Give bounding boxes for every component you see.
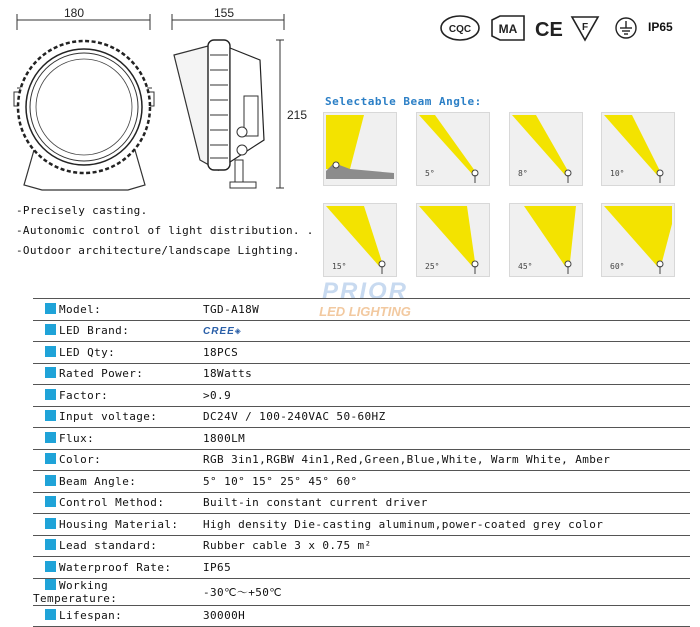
spec-label: Input voltage: xyxy=(59,410,158,424)
table-row xyxy=(33,535,690,557)
spec-value: 30000H xyxy=(193,605,690,627)
table-row xyxy=(33,385,690,407)
bullet-square-icon xyxy=(45,518,56,529)
beam-angle-label: 25° xyxy=(425,262,440,271)
beam-angle-label: 5° xyxy=(425,169,435,178)
table-row xyxy=(33,492,690,514)
table-row xyxy=(33,406,690,428)
bullet-square-icon xyxy=(45,432,56,443)
spec-value: 1800LM xyxy=(193,428,690,450)
ground-mark-icon xyxy=(616,18,636,38)
beam-diagram-45 xyxy=(509,203,583,277)
table-row xyxy=(33,428,690,450)
table-row xyxy=(33,363,690,385)
spec-table xyxy=(33,298,690,627)
bullet-square-icon xyxy=(45,496,56,507)
spec-value: DC24V / 100-240VAC 50-60HZ xyxy=(193,406,690,428)
dimension-height: 215 xyxy=(287,108,308,122)
bullet-square-icon xyxy=(45,410,56,421)
bullet-square-icon xyxy=(45,346,56,357)
spec-value: 18PCS xyxy=(193,342,690,364)
ce-mark-icon xyxy=(535,19,563,41)
beam-diagram-15 xyxy=(323,203,397,277)
feature-list xyxy=(16,201,314,261)
beam-diagram-5 xyxy=(416,112,490,186)
spec-label: Lead standard: xyxy=(59,539,158,553)
cree-logo: CREE xyxy=(203,326,235,338)
dimension-depth: 155 xyxy=(214,6,235,20)
spec-label: Control Method: xyxy=(59,496,165,510)
spec-value: Rubber cable 3 x 0.75 m² xyxy=(193,535,690,557)
watermark-line-1: PRIOR xyxy=(321,278,408,305)
spec-value: IP65 xyxy=(193,557,690,579)
table-row xyxy=(33,557,690,579)
spec-label: Rated Power: xyxy=(59,367,144,381)
cree-chevron-icon: ◈ xyxy=(234,326,242,338)
spec-value: RGB 3in1,RGBW 4in1,Red,Green,Blue,White, Warm White, Amber xyxy=(193,449,690,471)
spec-label: LED Qty: xyxy=(59,345,116,359)
svg-text:CE: CE xyxy=(535,19,563,41)
spec-label: Beam Angle: xyxy=(59,474,137,488)
spec-label: Waterproof Rate: xyxy=(59,560,172,574)
feature-item: -Precisely casting. xyxy=(16,204,148,217)
ccc-mark-icon xyxy=(441,16,479,40)
bullet-square-icon xyxy=(45,453,56,464)
f-mark-icon xyxy=(572,17,598,40)
table-row xyxy=(33,471,690,493)
bullet-square-icon xyxy=(45,539,56,550)
feature-item: -Autonomic control of light distribution. . xyxy=(16,224,314,237)
beam-angle-label: 8° xyxy=(518,169,528,178)
beam-diagram-25 xyxy=(416,203,490,277)
spec-label: Working Temperature: xyxy=(33,578,118,605)
bullet-square-icon xyxy=(45,303,56,314)
cma-mark-icon xyxy=(492,16,524,40)
spec-label: Flux: xyxy=(59,431,95,445)
spec-value: Built-in constant current driver xyxy=(193,492,690,514)
table-row xyxy=(33,449,690,471)
front-view-drawing xyxy=(0,0,170,200)
beam-angle-label: 45° xyxy=(518,262,533,271)
spec-label: Housing Material: xyxy=(59,517,179,531)
svg-text:MA: MA xyxy=(498,22,518,36)
table-row xyxy=(33,342,690,364)
bullet-square-icon xyxy=(45,367,56,378)
spec-value: 5° 10° 15° 25° 45° 60° xyxy=(193,471,690,493)
table-row xyxy=(33,605,690,627)
bullet-square-icon xyxy=(45,561,56,572)
watermark-line-2: LED LIGHTING xyxy=(319,304,411,319)
spec-label: Color: xyxy=(59,453,102,467)
svg-text:F: F xyxy=(581,22,589,33)
beam-diagram-8 xyxy=(509,112,583,186)
spec-value: 18Watts xyxy=(193,363,690,385)
svg-text:CQC: CQC xyxy=(448,24,472,35)
feature-item: -Outdoor architecture/landscape Lighting. xyxy=(16,244,300,257)
beam-angle-label: 15° xyxy=(332,262,347,271)
bullet-square-icon xyxy=(45,324,56,335)
table-row xyxy=(33,514,690,536)
spec-value: -30℃～+50℃ xyxy=(193,578,690,605)
spec-label: Model: xyxy=(59,302,102,316)
spec-value: >0.9 xyxy=(193,385,690,407)
beam-diagram-10 xyxy=(601,112,675,186)
bullet-square-icon xyxy=(45,609,56,620)
beam-section-title: Selectable Beam Angle: xyxy=(325,95,482,108)
spec-value: High density Die-casting aluminum,power-coated grey color xyxy=(193,514,690,536)
spec-label: Lifespan: xyxy=(59,609,123,623)
table-row xyxy=(33,299,690,321)
spec-value: TGD-A18W xyxy=(193,299,690,321)
table-row xyxy=(33,578,690,605)
ip-rating-label: IP65 xyxy=(648,20,673,34)
spec-label: Factor: xyxy=(59,388,109,402)
beam-angle-label: 60° xyxy=(610,262,625,271)
table-row xyxy=(33,320,690,342)
bullet-square-icon xyxy=(45,389,56,400)
side-view-drawing xyxy=(160,0,300,200)
beam-diagram-wide xyxy=(323,112,397,186)
bullet-square-icon xyxy=(45,475,56,486)
beam-diagram-60 xyxy=(601,203,675,277)
bullet-square-icon xyxy=(45,579,56,590)
dimension-width: 180 xyxy=(64,6,85,20)
beam-angle-label: 10° xyxy=(610,169,625,178)
spec-label: LED Brand: xyxy=(59,324,130,338)
